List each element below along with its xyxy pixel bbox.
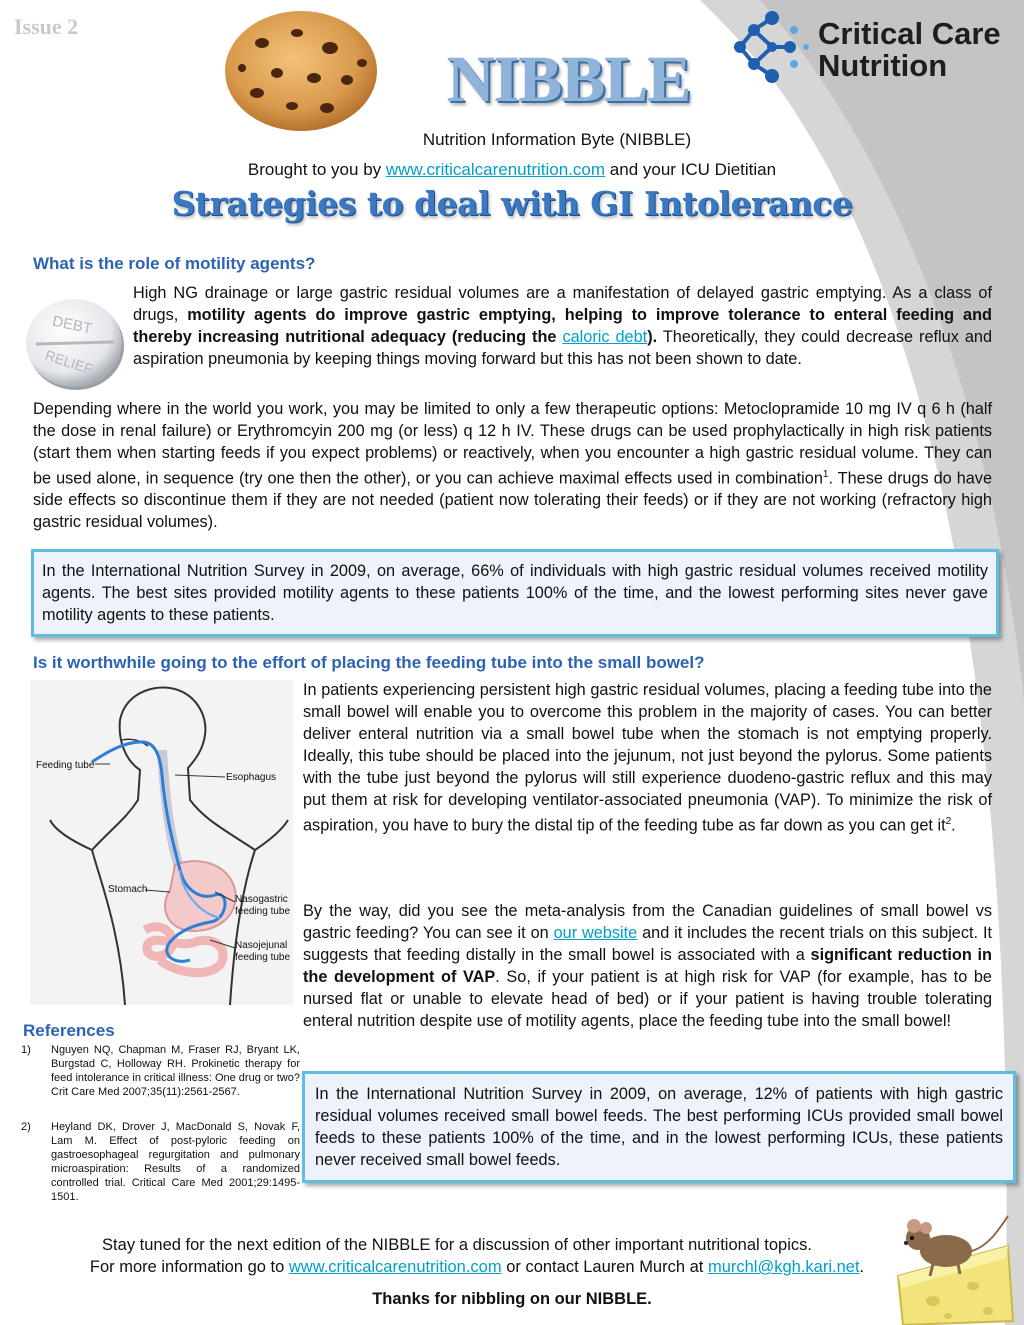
text-run: By the way, did you see the meta-analysis from the Canadian guidelines of small bowel vs gastric feeding? You can see it on — [303, 902, 992, 942]
pill-image — [22, 296, 126, 392]
label-feeding-tube: Feeding tube — [36, 760, 95, 771]
label-nasogastric-1: Nasogastric — [235, 894, 288, 905]
text-run: . These drugs do have side effects so discontinue them if they are not needed (patient now tolerating their feeds) or if they are not working (refractory high gastric residual volumes). — [33, 469, 992, 532]
section-heading-motility: What is the role of motility agents? — [33, 254, 316, 273]
footer-line-1: Stay tuned for the next edition of the NIBBLE for a discussion of other important nutritional topics. — [102, 1236, 812, 1254]
survey-box-motility — [31, 549, 999, 637]
small-bowel-paragraph-2 — [303, 900, 992, 1032]
newsletter-title: NIBBLE — [447, 43, 691, 116]
brought-prefix: Brought to you by — [247, 160, 386, 179]
motility-paragraph-1 — [133, 282, 992, 370]
small-bowel-paragraph-1 — [303, 679, 992, 836]
footer-line-2 — [0, 1258, 1024, 1277]
reference-text: Heyland DK, Drover J, MacDonald S, Novak F, Lam M. Effect of post-pyloric feeding on gastroesophageal regurgitation and pulmonary microaspiration: Results of a randomized controlled trial. Critical Care Med 2001;29:1495-1501. — [51, 1121, 300, 1203]
our-website-link[interactable]: our website — [553, 924, 638, 942]
brand-line-2: Nutrition — [818, 48, 948, 83]
label-stomach: Stomach — [108, 884, 148, 895]
text-run: For more information go to — [89, 1258, 289, 1276]
reference-number: 1) — [21, 1044, 31, 1056]
text-run: High NG drainage or large gastric residual volumes are a manifestation of delayed gastric emptying. As a class of drugs, — [133, 284, 992, 324]
survey-box-small-bowel — [302, 1071, 1016, 1183]
text-run: In patients experiencing persistent high gastric residual volumes, placing a feeding tube into the small bowel will enable you to overcome this problem in the majority of cases. You can better deliver enteral nutrition via a small bowel tube when the stomach is not emptying properly. Ideally, this tube should be placed into the jejunum, not just beyond the pylorus. Some patients with the tube just beyond the pylorus will still experience duodeno-gastric reflux and this may put them at risk for developing ventilator-associated pneumonia (VAP). To minimize the risk of aspiration, you have to bury the distal tip of the feeding tube as far down as you can get it — [303, 681, 992, 835]
reference-item — [21, 1043, 301, 1113]
bold-run: motility agents do improve gastric emptying, helping to improve tolerance to enteral feeding and thereby increasing nutritional adequacy (reducing the — [133, 306, 992, 346]
bold-run: significant reduction in the development of VAP — [303, 946, 992, 986]
footer-website-link[interactable]: www.criticalcarenutrition.com — [288, 1258, 502, 1276]
motility-paragraph-2 — [33, 398, 992, 533]
text-run: . So, if your patient is at high risk for VAP (for example, has to be nursed flat or unable to elevate head of bed) or if your patient is having trouble tolerating enteral nutrition despite use of motility agents, place the feeding tube into the small bowel! — [303, 968, 992, 1030]
reference-item — [21, 1120, 301, 1210]
bold-run: ). — [647, 328, 658, 346]
label-nasojejunal-1: Nasojejunal — [235, 940, 288, 951]
pill-text-bottom: RELIEF — [43, 346, 95, 378]
brand-name — [818, 18, 1001, 82]
text-run: Theoretically, they could decrease reflux and aspiration pneumonia by keeping things moving forward but this has not been shown to date. — [133, 328, 993, 368]
pill-text-top: DEBT — [50, 312, 94, 338]
label-esophagus: Esophagus — [226, 772, 277, 783]
reference-number: 2) — [21, 1121, 31, 1133]
footer-line-3: Thanks for nibbling on our NIBBLE. — [372, 1290, 652, 1308]
website-link[interactable]: www.criticalcarenutrition.com — [385, 160, 606, 179]
text-run: . — [951, 816, 956, 835]
critical-care-logo-icon — [732, 10, 812, 84]
issue-label: Issue 2 — [14, 14, 79, 39]
reference-text: Nguyen NQ, Chapman M, Fraser RJ, Bryant LK, Burgstad C, Holloway RH. Prokinetic therapy for feed intolerance in critical illness: One drug or two? Crit Care Med 2007;35(11):2561-2567. — [51, 1044, 300, 1098]
anatomy-diagram — [30, 680, 293, 1005]
survey-box-text: In the International Nutrition Survey in 2009, on average, 66% of individuals with high gastric residual volumes received motility agents. The best sites provided motility agents to these patients 100% of the time, and the lowest performing sites never gave motility agents to these patients. — [42, 562, 988, 624]
brand-line-1: Critical Care — [818, 16, 1001, 51]
caloric-debt-link[interactable]: caloric debt — [562, 328, 648, 346]
survey-box-text: In the International Nutrition Survey in 2009, on average, 12% of patients with high gastric residual volumes received small bowel feeds. The best performing ICUs provided small bowel feeds to these patients 100% of the time, and in the lowest performing ICUs, these patients never received small bowel feeds. — [315, 1085, 1003, 1169]
references-title: References — [23, 1021, 115, 1040]
text-run: . — [859, 1258, 865, 1276]
subtitle: Nutrition Information Byte (NIBBLE) — [422, 130, 692, 149]
mouse-cheese-image — [888, 1206, 1020, 1325]
label-nasojejunal-2: feeding tube — [235, 952, 291, 963]
section-heading-small-bowel: Is it worthwhile going to the effort of placing the feeding tube into the small bowel? — [33, 653, 705, 672]
text-run: or contact Lauren Murch at — [501, 1258, 708, 1276]
label-nasogastric-2: feeding tube — [235, 906, 291, 917]
brought-line — [0, 160, 1024, 180]
text-run: Depending where in the world you work, you may be limited to only a few therapeutic options: Metoclopramide 10 mg IV q 6 h (half the dose in renal failure) or Erythromcyin 200 mg (or less) q 12 h IV. These drugs can be used prophylactically in high risk patients (start them when starting feeds if you expect problems) or reactively, when you encounter a high gastric residual volume. They can be used alone, in sequence (try one then the other), or you can achieve maximal effects used in combination — [33, 400, 992, 488]
cookie-image — [222, 8, 380, 134]
brought-suffix: and your ICU Dietitian — [605, 160, 777, 179]
headline: Strategies to deal with GI Intolerance — [171, 184, 853, 223]
citation-1: 1 — [822, 469, 829, 480]
citation-2: 2 — [945, 816, 952, 827]
footer-email-link[interactable]: murchl@kgh.kari.net — [707, 1258, 860, 1276]
text-run: and it includes the recent trials on this subject. It suggests that feeding distally in the small bowel is associated with a — [303, 924, 992, 964]
